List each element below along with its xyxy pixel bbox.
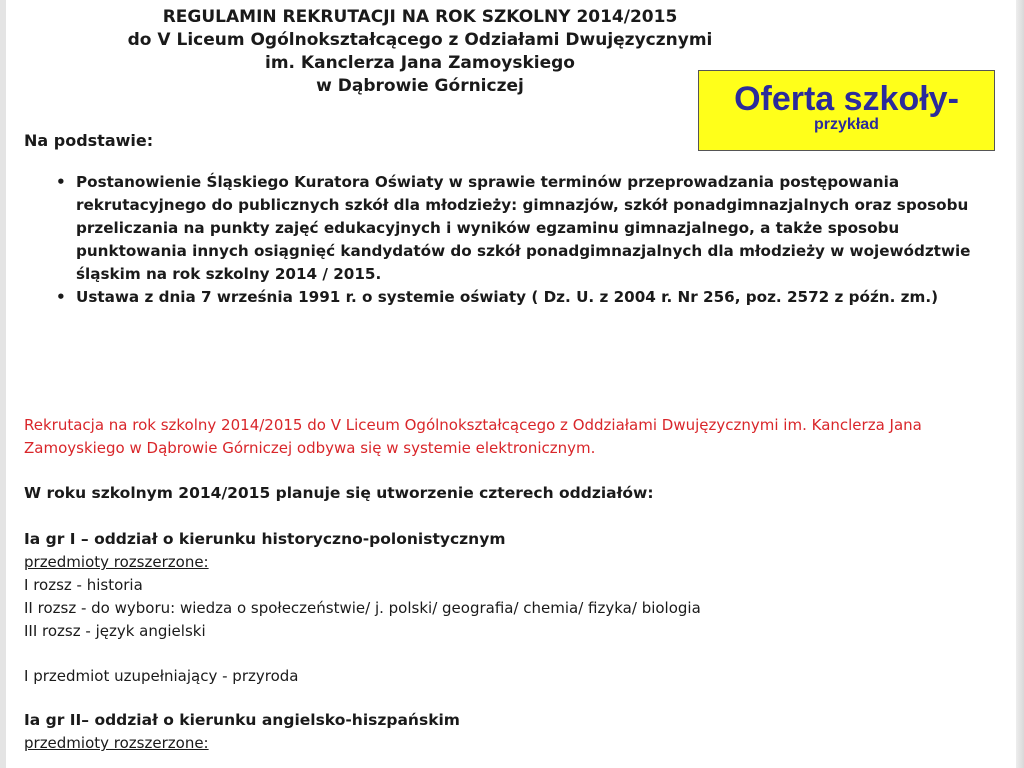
page-left-edge (0, 0, 6, 768)
group-section-2 (24, 709, 984, 755)
group-subtitle: przedmioty rozszerzone: (24, 734, 209, 752)
document-header (120, 6, 720, 98)
electronic-recruitment-notice: Rekrutacja na rok szkolny 2014/2015 do V Liceum Ogólnokształcącego z Oddziałami Dwujęzycznymi im. Kanclerza Jana Zamoyskiego w Dąbrowie Górniczej odbywa się w systemie elektronicznym. (24, 416, 922, 457)
group-subtitle: przedmioty rozszerzone: (24, 553, 209, 571)
group-line: II rozsz - do wyboru: wiedza o społeczeństwie/ j. polski/ geografia/ chemia/ fizyka/ biologia (24, 599, 701, 617)
list-item (56, 171, 996, 286)
basis-heading: Na podstawie: (24, 131, 154, 150)
basis-item-text: Postanowienie Śląskiego Kuratora Oświaty w sprawie terminów przeprowadzania postępowania rekrutacyjnego do publicznych szkół dla młodzieży: gimnazjów, szkół ponadgimnazjalnych oraz sposobu przeliczania na punkty zajęć edukacyjnych i wyników egzaminu gimnazjalnego, a także sposobu punktowania innych osiągnięć kandydatów do szkół ponadgimnazjalnych dla młodzieży w województwie śląskim na rok szkolny 2014 / 2015. (76, 173, 971, 283)
header-title-line-4: w Dąbrowie Górniczej (316, 76, 524, 96)
offer-badge (698, 70, 995, 151)
group-line: I rozsz - historia (24, 576, 143, 594)
plan-heading: W roku szkolnym 2014/2015 planuje się utworzenie czterech oddziałów: (24, 484, 654, 502)
header-title-line-2: do V Liceum Ogólnokształcącego z Odziałami Dwujęzycznymi (127, 30, 713, 50)
list-item (56, 286, 996, 309)
bullet-icon: • (56, 288, 66, 306)
basis-list (56, 171, 996, 309)
offer-badge-subtitle: przykład (814, 116, 879, 133)
offer-badge-title: Oferta szkoły- (734, 80, 959, 118)
group-title: Ia gr II– oddział o kierunku angielsko-hiszpańskim (24, 711, 460, 729)
page-right-edge (1016, 0, 1024, 768)
group-section-1 (24, 528, 984, 688)
group-line: III rozsz - język angielski (24, 622, 206, 640)
header-title-line-1: REGULAMIN REKRUTACJI NA ROK SZKOLNY 2014/2015 (162, 7, 678, 27)
basis-item-text: Ustawa z dnia 7 września 1991 r. o systemie oświaty ( Dz. U. z 2004 r. Nr 256, poz. 2572 z późn. zm.) (76, 288, 939, 306)
group-extra-subject: I przedmiot uzupełniający - przyroda (24, 667, 299, 685)
header-title-line-3: im. Kanclerza Jana Zamoyskiego (265, 53, 575, 73)
bullet-icon: • (56, 173, 66, 191)
group-title: Ia gr I – oddział o kierunku historyczno-polonistycznym (24, 530, 506, 548)
